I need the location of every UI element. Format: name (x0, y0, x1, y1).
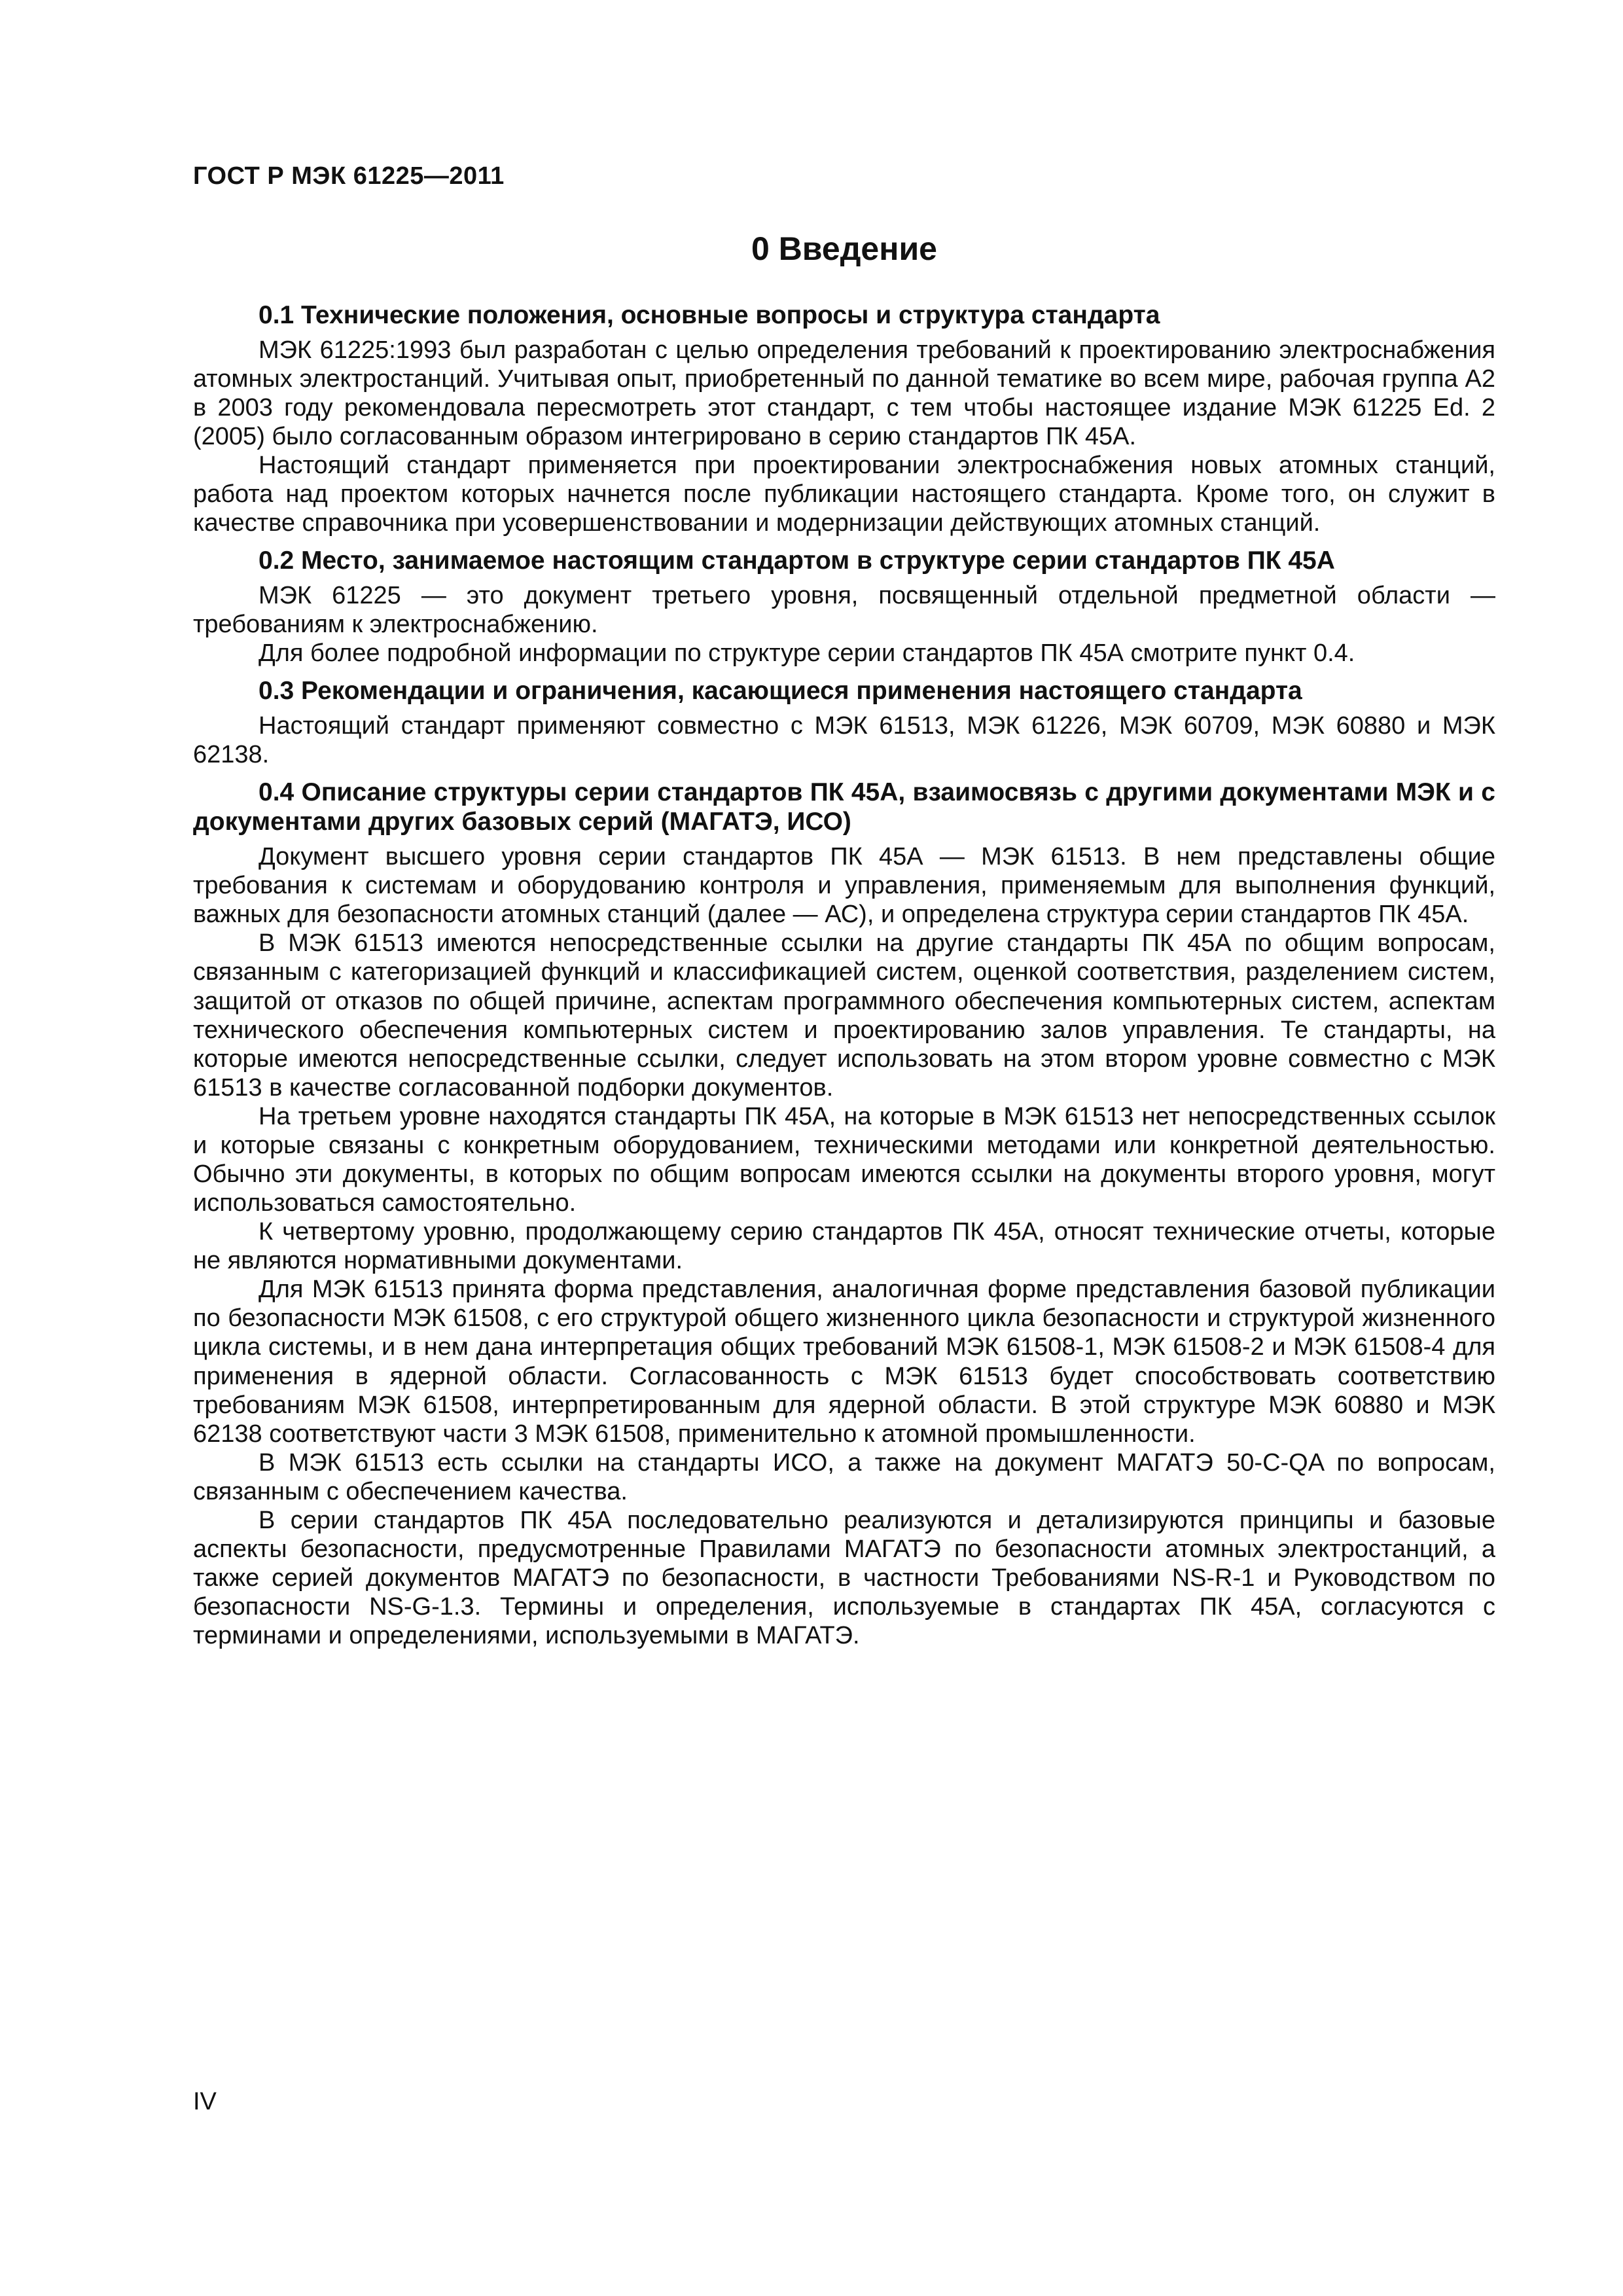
paragraph: В МЭК 61513 есть ссылки на стандарты ИСО, а также на документ МАГАТЭ 50-С-QA по вопросам, связанным с обеспечением качества. (193, 1448, 1495, 1505)
subsection-0-2 (193, 547, 1495, 668)
subsection-0-1 (193, 301, 1495, 537)
paragraph: Для более подробной информации по структуре серии стандартов ПК 45А смотрите пункт 0.4. (259, 639, 1355, 668)
paragraph: Настоящий стандарт применяется при проектировании электроснабжения новых атомных станций, работа над проектом которых начнется после публикации настоящего стандарта. Кроме того, он служит в качестве справочника при усовершенствовании и модернизации действующих атомных станций. (193, 452, 1495, 537)
paragraph: Документ высшего уровня серии стандартов ПК 45А — МЭК 61513. В нем представлены общие требования к системам и оборудованию контроля и управления, применяемым для выполнения функций, важных для безопасности атомных станций (далее — АС), и определена структура серии стандартов ПК 45А. (193, 843, 1495, 929)
subsection-heading: 0.2 Место, занимаемое настоящим стандартом в структуре серии стандартов ПК 45А (259, 547, 1335, 575)
paragraph: Настоящий стандарт применяют совместно с МЭК 61513, МЭК 61226, МЭК 60709, МЭК 60880 и МЭК 62138. (193, 712, 1495, 769)
subsection-0-4 (193, 778, 1495, 1650)
subsection-heading: 0.4 Описание структуры серии стандартов ПК 45А, взаимосвязь с другими документами МЭК и с документами других базовых серий (МАГАТЭ, ИСО) (193, 778, 1495, 836)
paragraph: МЭК 61225 — это документ третьего уровня, посвященный отдельной предметной области — требованиям к электроснабжению. (193, 582, 1495, 639)
paragraph: В серии стандартов ПК 45А последовательно реализуются и детализируются принципы и базовые аспекты безопасности, предусмотренные Правилами МАГАТЭ по безопасности атомных электростанций, а также серией документов МАГАТЭ по безопасности, в частности Требованиями NS-R-1 и Руководством по безопасности NS-G-1.3. Термины и определения, используемые в стандартах ПК 45А, согласуются с терминами и определениями, используемыми в МАГАТЭ. (193, 1506, 1495, 1650)
paragraph: Для МЭК 61513 принята форма представления, аналогичная форме представления базовой публикации по безопасности МЭК 61508, с его структурой общего жизненного цикла безопасности и структурой жизненного цикла системы, и в нем дана интерпретация общих требований МЭК 61508-1, МЭК 61508-2 и МЭК 61508-4 для применения в ядерной области. Согласованность с МЭК 61513 будет способствовать соответствию требованиям МЭК 61508, интерпретированным для ядерной области. В этой структуре МЭК 60880 и МЭК 62138 соответствуют части 3 МЭК 61508, применительно к атомной промышленности. (193, 1276, 1495, 1448)
subsection-0-3 (193, 677, 1495, 769)
paragraph: В МЭК 61513 имеются непосредственные ссылки на другие стандарты ПК 45А по общим вопросам, связанным с категоризацией функций и классификацией систем, оценкой соответствия, разделением систем, защитой от отказов по общей причине, аспектам программного обеспечения компьютерных систем, аспектам технического обеспечения компьютерных систем и проектированию залов управления. Те стандарты, на которые имеются непосредственные ссылки, следует использовать на этом втором уровне совместно с МЭК 61513 в качестве согласованной подборки документов. (193, 929, 1495, 1102)
page-number: IV (193, 2088, 217, 2115)
section-title: 0 Введение (751, 230, 937, 267)
document-id: ГОСТ Р МЭК 61225—2011 (193, 162, 505, 190)
subsection-heading: 0.1 Технические положения, основные вопросы и структура стандарта (259, 301, 1160, 329)
paragraph: На третьем уровне находятся стандарты ПК 45А, на которые в МЭК 61513 нет непосредственных ссылок и которые связаны с конкретным оборудованием, техническими методами или конкретной деятельностью. Обычно эти документы, в которых по общим вопросам имеются ссылки на документы второго уровня, могут использоваться самостоятельно. (193, 1102, 1495, 1217)
paragraph: МЭК 61225:1993 был разработан с целью определения требований к проектированию электроснабжения атомных электростанций. Учитывая опыт, приобретенный по данной тематике во всем мире, рабочая группа А2 в 2003 году рекомендовала пересмотреть этот стандарт, с тем чтобы настоящее издание МЭК 61225 Ed. 2 (2005) было согласованным образом интегрировано в серию стандартов ПК 45А. (193, 336, 1495, 451)
paragraph: К четвертому уровню, продолжающему серию стандартов ПК 45А, относят технические отчеты, которые не являются нормативными документами. (193, 1218, 1495, 1275)
main-content (193, 229, 1495, 1650)
subsection-heading: 0.3 Рекомендации и ограничения, касающиеся применения настоящего стандарта (259, 677, 1302, 706)
